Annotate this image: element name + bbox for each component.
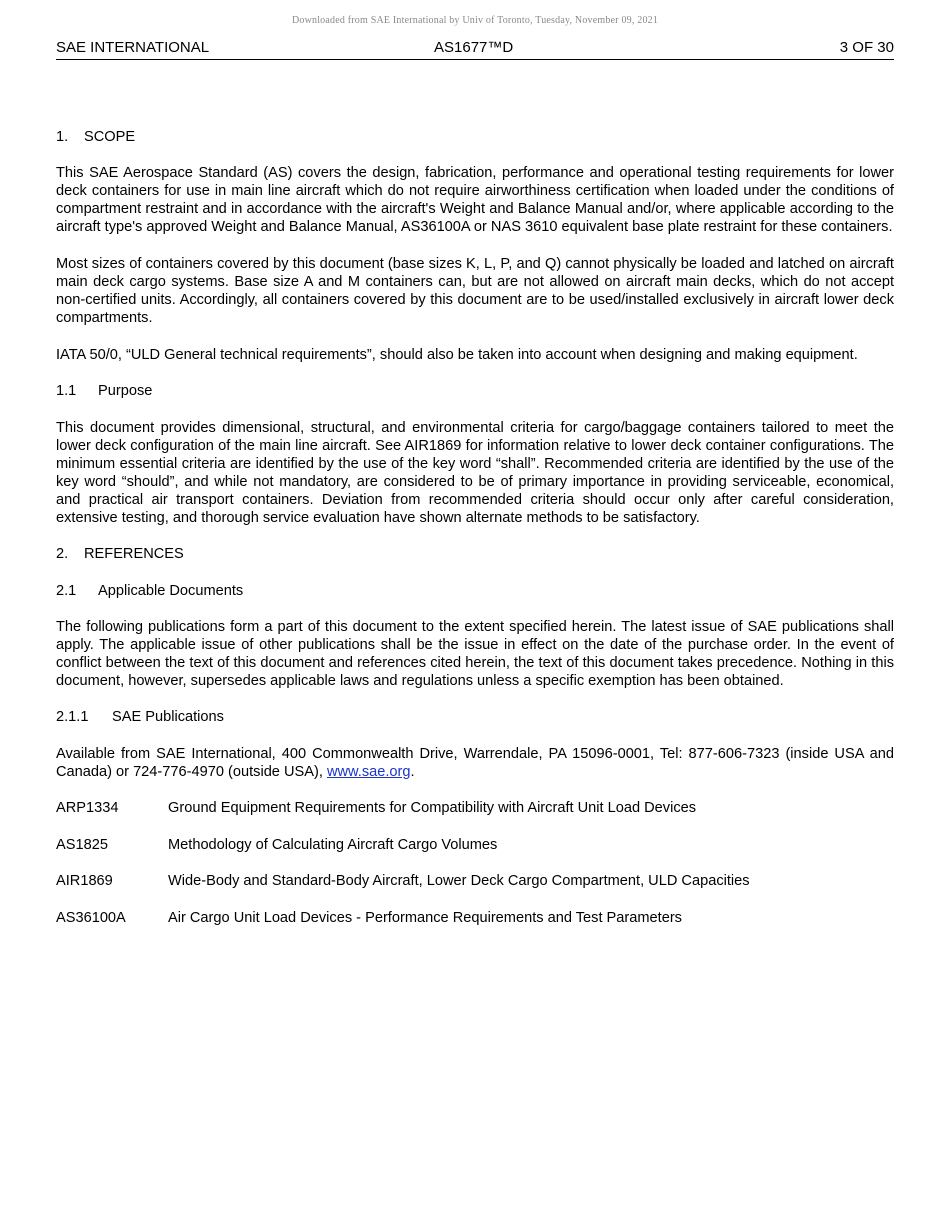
section-title: REFERENCES bbox=[84, 546, 184, 562]
section-heading-purpose bbox=[56, 382, 894, 400]
section-title: SAE Publications bbox=[112, 709, 224, 725]
availability-period: . bbox=[410, 764, 415, 780]
scope-paragraph-1: This SAE Aerospace Standard (AS) covers the design, fabrication, performance and operational testing requirements for lower deck containers for use in main line aircraft which do not require airworthiness certification when loaded under the conditions of compartment restraint and in accordance with the aircraft's Weight and Balance Manual and/or, where applicable according to the aircraft type's approved Weight and Balance Manual, AS36100A or NAS 3610 equivalent base plate restraint for these containers. bbox=[56, 165, 894, 235]
section-number: 2.1 bbox=[56, 583, 77, 599]
availability-text: Available from SAE International, 400 Commonwealth Drive, Warrendale, PA 15096-0001, Tel: 877-606-7323 (inside USA and Canada) or 724-776-4970 (outside USA), bbox=[56, 746, 894, 780]
reference-row bbox=[56, 799, 894, 817]
section-heading-scope bbox=[56, 128, 894, 146]
sae-availability-paragraph bbox=[56, 745, 894, 781]
reference-code: AS36100A bbox=[56, 910, 126, 926]
reference-title: Wide-Body and Standard-Body Aircraft, Lower Deck Cargo Compartment, ULD Capacities bbox=[168, 873, 750, 889]
section-number: 2.1.1 bbox=[56, 709, 89, 725]
section-heading-sae-publications bbox=[56, 708, 894, 726]
page-header bbox=[56, 38, 894, 60]
download-watermark: Downloaded from SAE International by Univ of Toronto, Tuesday, November 09, 2021 bbox=[291, 15, 659, 26]
section-heading-references bbox=[56, 545, 894, 563]
section-number: 2. bbox=[56, 546, 69, 562]
reference-row bbox=[56, 909, 894, 927]
reference-row bbox=[56, 836, 894, 854]
header-page-number: 3 OF 30 bbox=[839, 39, 894, 56]
sae-website-link[interactable]: www.sae.org bbox=[326, 764, 411, 780]
reference-row bbox=[56, 872, 894, 890]
reference-title: Air Cargo Unit Load Devices - Performance Requirements and Test Parameters bbox=[168, 910, 682, 926]
header-publisher: SAE INTERNATIONAL bbox=[56, 39, 210, 56]
scope-paragraph-2: Most sizes of containers covered by this document (base sizes K, L, P, and Q) cannot physically be loaded and latched on aircraft main deck cargo systems. Base size A and M containers can, but are not allowed on aircraft main decks, which do not accept non-certified units. Accordingly, all containers covered by this document are to be used/installed exclusively in aircraft lower deck compartments. bbox=[56, 256, 894, 326]
scope-paragraph-3: IATA 50/0, “ULD General technical requirements”, should also be taken into account when designing and making equipment. bbox=[56, 347, 858, 363]
section-title: Purpose bbox=[98, 383, 153, 399]
purpose-paragraph: This document provides dimensional, structural, and environmental criteria for cargo/baggage containers tailored to meet the lower deck configuration of the main line aircraft. See AIR1869 for information relative to lower deck container configurations. The minimum essential criteria are identified by the use of the key word “shall”. Recommended criteria are identified by the use of the key word “should”, and while not mandatory, are considered to be of primary importance in providing serviceable, economical, and practical air transport containers. Deviation from recommended criteria should occur only after careful consideration, extensive testing, and thorough service evaluation have shown alternate methods to be satisfactory. bbox=[56, 420, 894, 526]
section-title: SCOPE bbox=[84, 129, 136, 145]
header-document-number: AS1677™D bbox=[434, 39, 514, 56]
reference-title: Methodology of Calculating Aircraft Cargo Volumes bbox=[168, 837, 498, 853]
section-heading-applicable-documents bbox=[56, 582, 894, 600]
reference-code: ARP1334 bbox=[56, 800, 119, 816]
reference-title: Ground Equipment Requirements for Compatibility with Aircraft Unit Load Devices bbox=[168, 800, 697, 816]
section-title: Applicable Documents bbox=[98, 583, 244, 599]
section-number: 1.1 bbox=[56, 383, 77, 399]
reference-code: AS1825 bbox=[56, 837, 108, 853]
document-body bbox=[56, 128, 894, 927]
section-number: 1. bbox=[56, 129, 69, 145]
reference-code: AIR1869 bbox=[56, 873, 113, 889]
applicable-documents-paragraph: The following publications form a part of this document to the extent specified herein. The latest issue of SAE publications shall apply. The applicable issue of other publications shall be the issue in effect on the date of the purchase order. In the event of conflict between the text of this document and references cited herein, the text of this document takes precedence. Nothing in this document, however, supersedes applicable laws and regulations unless a specific exemption has been obtained. bbox=[56, 619, 894, 689]
